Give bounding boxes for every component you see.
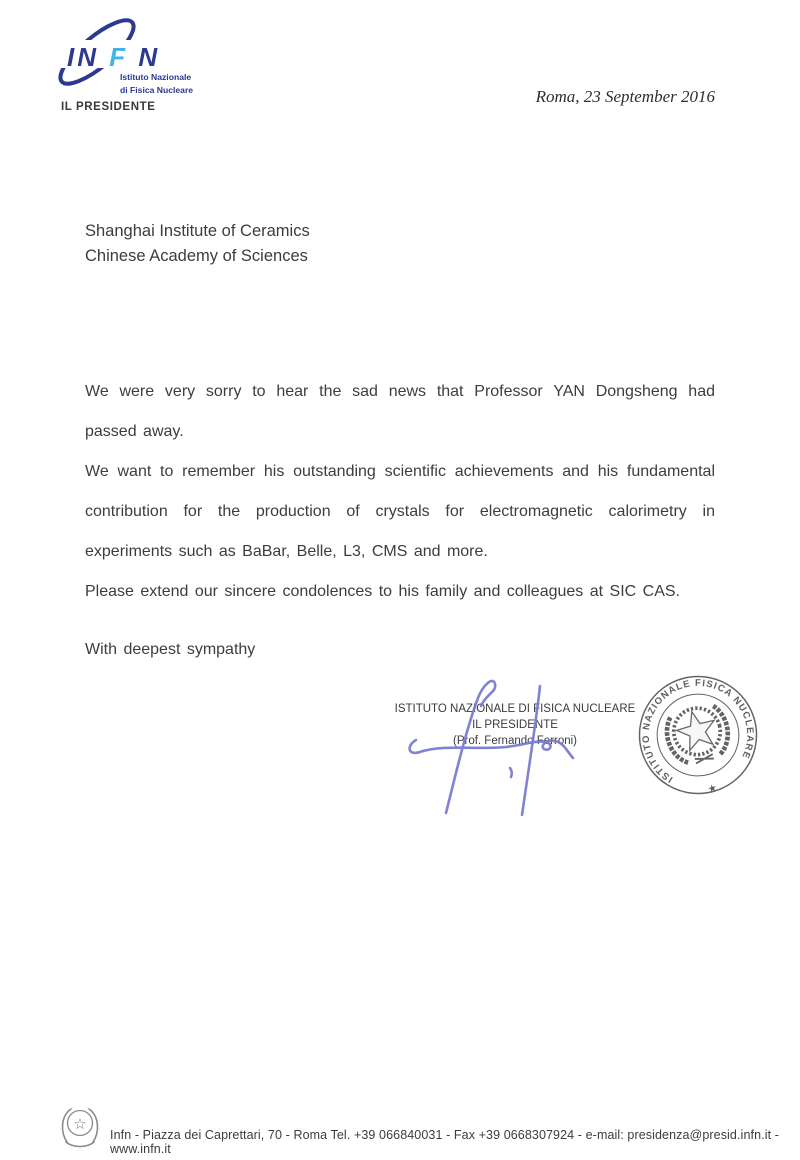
logo-subtitle-line1: Istituto Nazionale <box>120 72 192 82</box>
letterhead-role: IL PRESIDENTE <box>61 101 156 113</box>
logo-letter-n: N <box>138 42 161 72</box>
emblem-ribbon <box>66 1142 94 1147</box>
handwritten-signature <box>398 668 598 818</box>
signature-name: (Prof. Fernando Ferroni) <box>453 735 577 747</box>
seal-bottom-star-icon: ★ <box>706 782 719 796</box>
paragraph-1: We were very sorry to hear the sad news that Professor YAN Dongsheng had passed away. <box>85 383 715 440</box>
republic-emblem-icon <box>57 1104 103 1152</box>
paragraph-3: Please extend our sincere condolences to his family and colleagues at SIC CAS. <box>85 583 680 600</box>
seal-ring-text: ISTITUTO NAZIONALE FISICA NUCLEARE <box>640 677 756 785</box>
logo-subtitle-line2: di Fisica Nucleare <box>120 85 194 95</box>
emblem-star-icon: ☆ <box>73 1116 87 1133</box>
signature-stroke-horizontal <box>410 740 573 758</box>
signature-stroke-descender <box>522 686 540 815</box>
infn-logo <box>45 14 225 109</box>
signature-stroke-tick <box>510 768 512 777</box>
signature-role: IL PRESIDENTE <box>472 719 558 731</box>
seal-wreath-right <box>708 704 734 754</box>
recipient-line-2: Chinese Academy of Sciences <box>85 247 308 265</box>
official-seal-stamp <box>630 670 766 800</box>
recipient-line-1: Shanghai Institute of Ceramics <box>85 222 310 240</box>
paragraph-2: We want to remember his outstanding scientific achievements and his fundamental contribution for the production of crystals for electromagnetic calorimetry in experiments such as BaBar, Belle, L3, CMS and more. <box>85 463 715 560</box>
seal-ribbon <box>695 754 714 763</box>
signature-institution: ISTITUTO NAZIONALE DI FISICA NUCLEARE <box>394 703 636 715</box>
letter-body <box>85 372 715 670</box>
emblem-wreath-left <box>62 1109 71 1142</box>
footer-contact-line: Infn - Piazza dei Caprettari, 70 - Roma Tel. +39 066840031 - Fax +39 0668307924 - e-mail: presidenza@presid.infn.it - www.infn.it <box>110 1128 779 1156</box>
closing-line: With deepest sympathy <box>85 641 256 658</box>
logo-acronym <box>67 42 160 72</box>
date-line: Roma, 23 September 2016 <box>535 87 715 106</box>
emblem-wreath-right <box>89 1109 98 1142</box>
logo-letter-f: F <box>109 42 129 72</box>
recipient-block <box>85 219 310 269</box>
seal-wreath-left <box>663 716 689 766</box>
logo-letters-in: IN <box>67 42 99 72</box>
